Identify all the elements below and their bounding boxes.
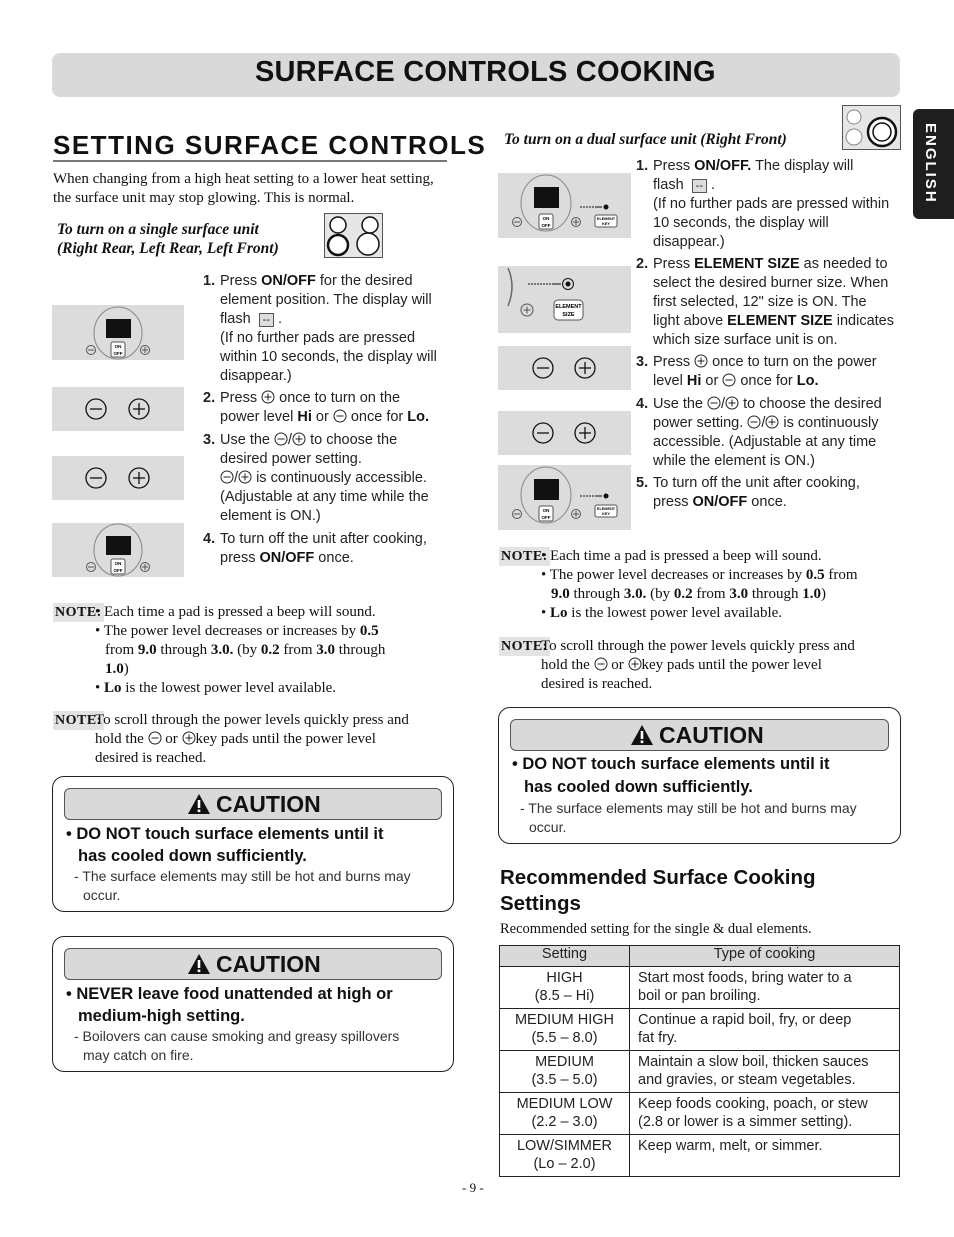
caution-box: CAUTION • DO NOT touch surface elements until it has cooled down sufficiently. - The surface elements may still be hot and burns may occur. — [498, 707, 901, 844]
type-cell — [630, 967, 900, 1009]
plus-icon — [628, 657, 642, 671]
caution-label: CAUTION — [216, 951, 321, 977]
table-row — [500, 967, 900, 1009]
setting-setting: HIGH — [546, 970, 583, 986]
minus-icon — [722, 373, 736, 387]
on-label: ON — [542, 216, 550, 221]
type-line: Keep foods cooking, poach, or stew — [638, 1096, 868, 1112]
type-line — [638, 1155, 891, 1173]
warning-icon — [187, 793, 211, 815]
minus-plus-panel-image — [52, 456, 184, 500]
element-label: ELEMENT — [596, 217, 616, 221]
note-label: NOTE: — [55, 605, 102, 620]
column-header-type: Type of cooking — [630, 946, 900, 967]
intro-text: When changing from a high heat setting to a lower heat setting, the surface unit may stop glowing. This is normal. — [53, 171, 434, 206]
type-line: Maintain a slow boil, thicken sauces — [638, 1054, 869, 1070]
caution-header — [510, 719, 889, 751]
setting-cell — [500, 967, 630, 1009]
minus-icon — [747, 415, 761, 429]
table-header-row — [500, 946, 900, 967]
element-label: ELEMENT — [596, 507, 616, 511]
title-bar — [52, 53, 900, 97]
setting-range: (5.5 – 8.0) — [531, 1030, 598, 1046]
minus-icon — [148, 731, 162, 745]
step-number: 5. — [636, 475, 649, 491]
flash-display-icon: -- — [259, 313, 274, 327]
type-cell — [630, 1051, 900, 1093]
plus-icon — [694, 354, 708, 368]
dual-unit-heading: To turn on a dual surface unit (Right Front) — [504, 131, 787, 148]
type-cell — [630, 1135, 900, 1177]
type-line: fat fry. — [638, 1030, 678, 1046]
on-off-panel-image — [498, 465, 631, 530]
step-number: 4. — [203, 531, 216, 547]
caution-box: CAUTION • DO NOT touch surface elements until it has cooled down sufficiently. - The surface elements may still be hot and burns may occur. — [52, 776, 454, 912]
single-steps: 1. Press ON/OFF for the desired element position. The display will flash -- . (If no further pads are pressed within 10 seconds, the display will disappear.) 2. Press once to turn on the power level Hi or once for Lo. 3. Use the / to choose the desired power setting. / is continuously accessible. (Adjustable at any time while the element is ON.) 4. To turn off the unit after cooking, press ON/OFF once. — [203, 273, 437, 566]
language-tab — [913, 109, 954, 219]
step-number: 3. — [636, 354, 649, 370]
setting-setting: MEDIUM LOW — [516, 1096, 613, 1112]
minus-icon — [594, 657, 608, 671]
heading-rule — [53, 160, 447, 162]
element-label: ELEMENT — [555, 304, 582, 310]
cooktop-single-diagram — [324, 213, 383, 258]
on-off-panel-image — [52, 305, 184, 360]
plus-icon — [292, 432, 306, 446]
setting-range: (8.5 – Hi) — [534, 988, 595, 1004]
off-label: OFF — [113, 351, 123, 356]
caution-header — [64, 948, 442, 980]
plus-icon — [182, 731, 196, 745]
caution-label: CAUTION — [216, 791, 321, 817]
type-line: Keep warm, melt, or simmer. — [638, 1138, 823, 1154]
setting-setting: MEDIUM — [535, 1054, 594, 1070]
step-number: 3. — [203, 432, 216, 448]
recommended-heading: Settings — [500, 892, 581, 915]
recommended-intro: Recommended setting for the single & dual elements. — [500, 921, 812, 937]
settings-table — [499, 945, 900, 1177]
on-off-panel-image — [498, 173, 631, 238]
setting-cell — [500, 1093, 630, 1135]
plus-icon — [261, 390, 275, 404]
minus-icon — [274, 432, 288, 446]
plus-icon — [725, 396, 739, 410]
setting-range: (Lo – 2.0) — [533, 1156, 596, 1172]
minus-icon — [333, 409, 347, 423]
setting-range: (3.5 – 5.0) — [531, 1072, 598, 1088]
key-label: KEY — [602, 222, 610, 226]
plus-icon — [238, 470, 252, 484]
plus-icon — [765, 415, 779, 429]
single-unit-subheading: (Right Rear, Left Rear, Left Front) — [57, 240, 279, 257]
step-number: 1. — [203, 273, 216, 289]
single-unit-heading: To turn on a single surface unit — [57, 221, 259, 238]
type-line: (2.8 or lower is a simmer setting). — [638, 1114, 853, 1130]
step-number: 1. — [636, 158, 649, 174]
note-label: NOTE: — [501, 549, 548, 564]
minus-plus-panel-image — [52, 387, 184, 431]
caution-box: CAUTION • NEVER leave food unattended at high or medium-high setting. - Boilovers can cause smoking and greasy spillovers may catch on fire. — [52, 936, 454, 1072]
step-number: 4. — [636, 396, 649, 412]
minus-icon — [707, 396, 721, 410]
minus-icon — [220, 470, 234, 484]
caution-header — [64, 788, 442, 820]
off-label: OFF — [541, 515, 551, 520]
setting-range: (2.2 – 3.0) — [531, 1114, 598, 1130]
step-number: 2. — [203, 390, 216, 406]
key-label: KEY — [602, 512, 610, 516]
on-off-panel-image — [52, 523, 184, 577]
setting-cell — [500, 1051, 630, 1093]
step-number: 2. — [636, 256, 649, 272]
minus-plus-panel-image — [498, 346, 631, 390]
page-title: SURFACE CONTROLS COOKING — [255, 56, 716, 88]
dual-steps: 1. Press ON/OFF. The display will flash -- . (If no further pads are pressed within 10 seconds, the display will disappear.) 2. Press ELEMENT SIZE as needed to select the desired burner size. When first selected, 12" size is ON. The light above ELEMENT SIZE indicates which size surface unit is on. 3. Press once to turn on the power level Hi or once for Lo. 4. Use the / to choose the desired power setting. / is continuously accessible. (Adjustable at any time while the element is ON.) 5. To turn off the unit after cooking, press ON/OFF once. — [636, 158, 894, 510]
column-header-setting: Setting — [500, 946, 630, 967]
setting-setting: LOW/SIMMER — [516, 1138, 613, 1154]
language-tab-label: ENGLISH — [922, 123, 939, 204]
type-cell — [630, 1093, 900, 1135]
type-line: Start most foods, bring water to a — [638, 970, 852, 986]
off-label: OFF — [541, 223, 551, 228]
recommended-heading: Recommended Surface Cooking — [500, 866, 816, 889]
setting-setting: MEDIUM HIGH — [514, 1012, 615, 1028]
note-label: NOTE: — [501, 639, 548, 654]
table-row — [500, 1093, 900, 1135]
element-size-panel-image — [498, 266, 631, 333]
type-line: Continue a rapid boil, fry, or deep — [638, 1012, 852, 1028]
note-label: NOTE: — [55, 713, 102, 728]
flash-display-icon: -- — [692, 179, 707, 193]
type-line: boil or pan broiling. — [638, 988, 761, 1004]
on-label: ON — [542, 508, 550, 513]
on-label: ON — [114, 344, 122, 349]
cooktop-dual-diagram — [842, 105, 901, 150]
off-label: OFF — [113, 568, 123, 573]
setting-cell — [500, 1009, 630, 1051]
caution-label: CAUTION — [659, 722, 764, 748]
setting-cell — [500, 1135, 630, 1177]
table-row — [500, 1051, 900, 1093]
size-label: SIZE — [562, 312, 575, 318]
type-line: and gravies, or steam vegetables. — [638, 1072, 856, 1088]
table-row — [500, 1135, 900, 1177]
section-heading: SETTING SURFACE CONTROLS — [53, 130, 487, 160]
minus-plus-panel-image — [498, 411, 631, 455]
on-label: ON — [114, 561, 122, 566]
warning-icon — [187, 953, 211, 975]
type-cell — [630, 1009, 900, 1051]
warning-icon — [630, 724, 654, 746]
table-row — [500, 1009, 900, 1051]
page-number: - 9 - — [462, 1180, 484, 1195]
